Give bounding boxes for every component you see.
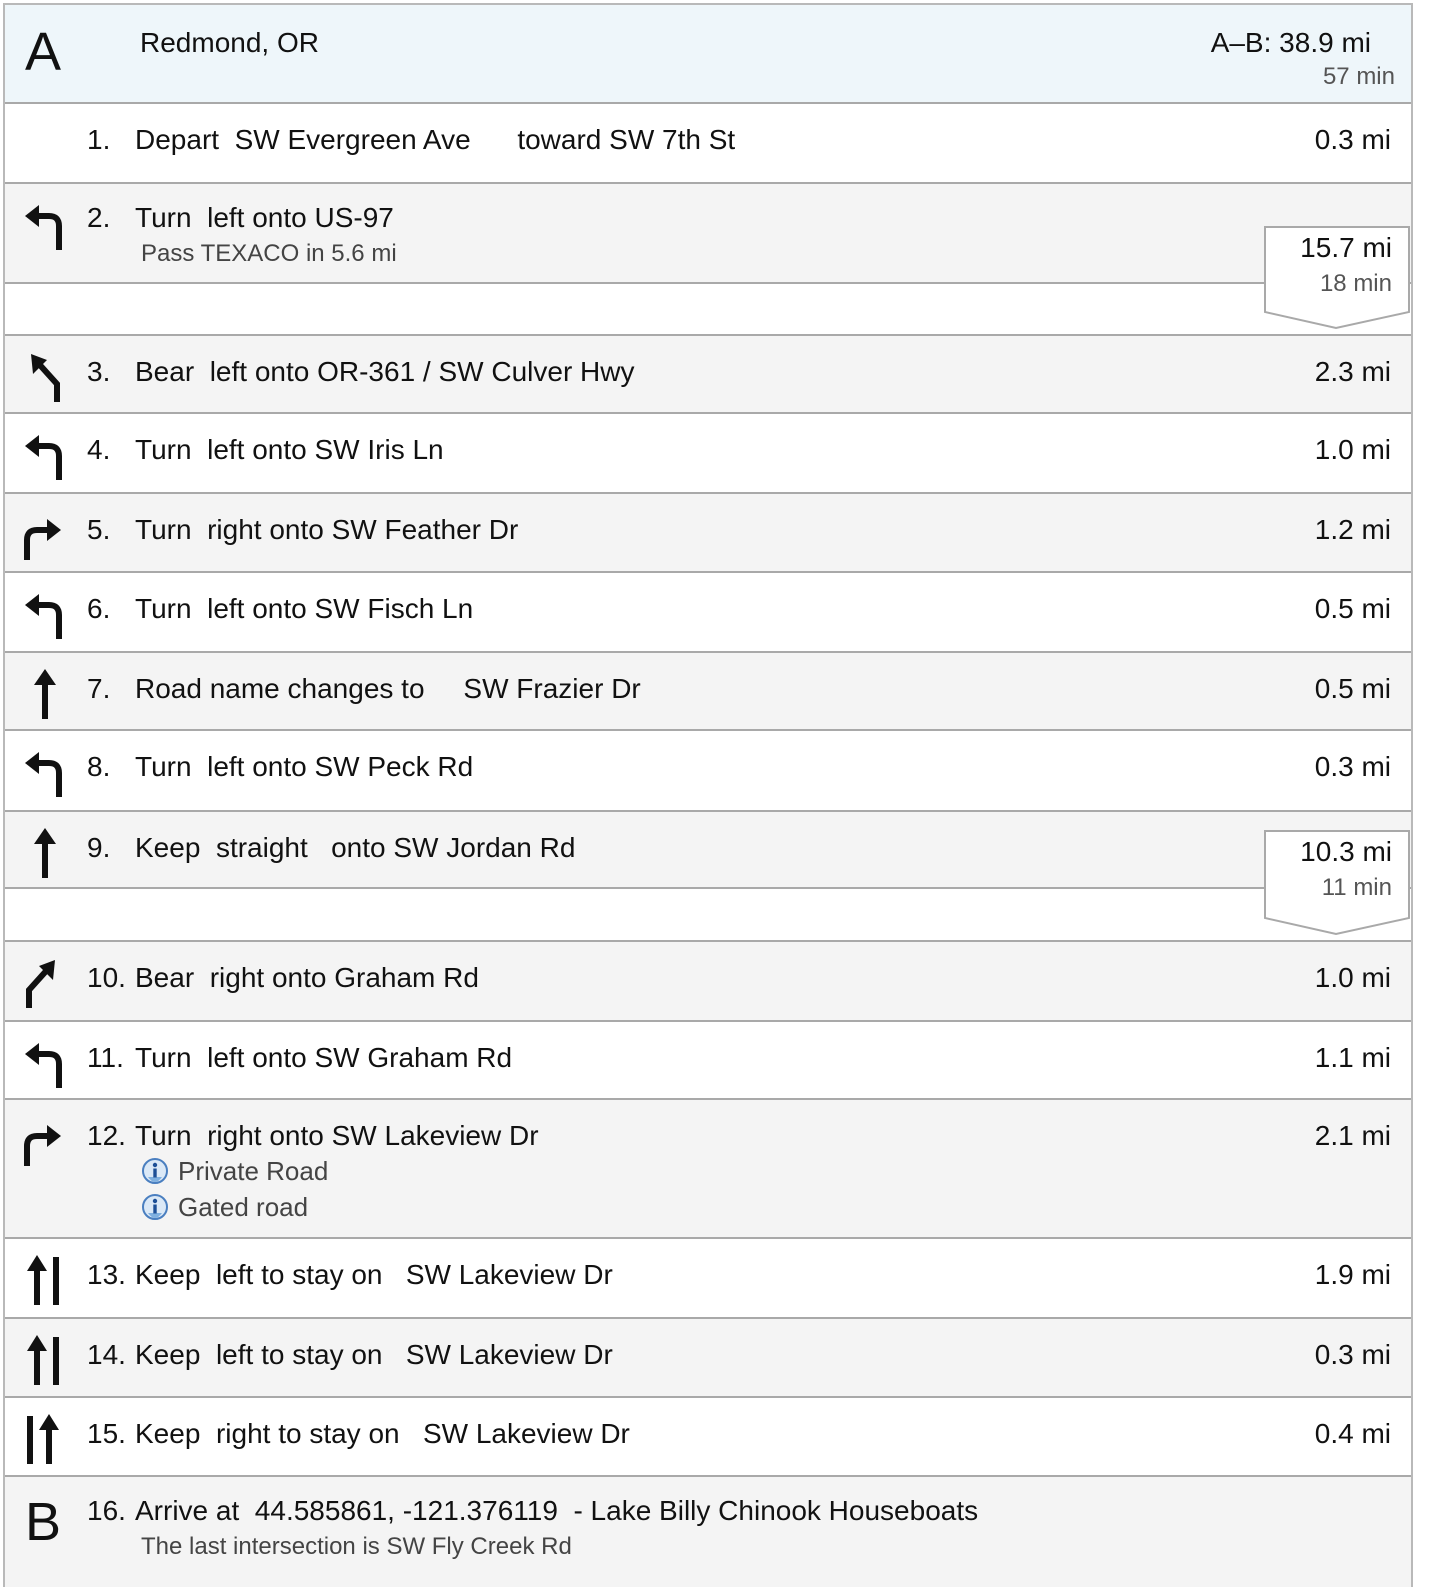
turn-left-icon <box>21 587 65 639</box>
step-number: 16. <box>87 1495 126 1526</box>
road-note <box>140 1156 328 1187</box>
step-text: Depart SW Evergreen Ave toward SW 7th St <box>135 124 736 155</box>
step-row[interactable] <box>5 1319 1411 1398</box>
step-row[interactable] <box>5 1398 1411 1477</box>
step-number: 9. <box>87 832 111 863</box>
step-subtext: Pass TEXACO in 5.6 mi <box>141 240 397 267</box>
step-text: Turn right onto SW Feather Dr <box>135 514 519 545</box>
bear-left-icon <box>21 350 65 402</box>
start-place: Redmond, OR <box>140 27 319 58</box>
segment-spacer <box>5 889 1411 942</box>
end-marker: B <box>25 1492 62 1552</box>
step-subtext: The last intersection is SW Fly Creek Rd <box>141 1533 572 1560</box>
road-note-text: Gated road <box>178 1192 309 1222</box>
step-number: 8. <box>87 751 111 782</box>
step-number: 6. <box>87 593 111 624</box>
step-distance: 0.3 mi <box>1314 751 1391 782</box>
segment-distance: 15.7 mi <box>1300 232 1392 263</box>
step-distance: 1.2 mi <box>1314 514 1391 545</box>
step-text: Turn left onto SW Iris Ln <box>135 434 444 465</box>
step-row[interactable] <box>5 731 1411 812</box>
step-text: Keep left to stay on SW Lakeview Dr <box>135 1339 613 1370</box>
keep-right-icon <box>21 1412 65 1464</box>
step-row[interactable] <box>5 942 1411 1022</box>
step-number: 4. <box>87 434 111 465</box>
step-row[interactable] <box>5 1022 1411 1100</box>
total-time: 57 min <box>1322 63 1395 90</box>
segment-distance: 10.3 mi <box>1300 836 1392 867</box>
segment-time: 18 min <box>1319 270 1392 297</box>
info-icon <box>140 1157 170 1187</box>
step-number: 11. <box>87 1042 124 1073</box>
step-distance: 1.0 mi <box>1314 962 1391 993</box>
step-row[interactable] <box>5 104 1411 184</box>
step-row[interactable] <box>5 1100 1411 1239</box>
turn-left-icon <box>21 428 65 480</box>
step-text: Bear right onto Graham Rd <box>135 962 479 993</box>
step-number: 2. <box>87 202 111 233</box>
step-text: Turn left onto SW Peck Rd <box>135 751 474 782</box>
step-text: Turn left onto US-97 <box>135 202 394 233</box>
step-distance: 0.5 mi <box>1314 593 1391 624</box>
step-distance: 1.1 mi <box>1314 1042 1391 1073</box>
step-distance: 1.9 mi <box>1314 1259 1391 1290</box>
step-distance: 0.5 mi <box>1314 673 1391 704</box>
step-number: 12. <box>87 1120 126 1151</box>
road-note-text: Private Road <box>178 1156 329 1186</box>
step-text: Turn left onto SW Fisch Ln <box>135 593 474 624</box>
straight-icon <box>21 667 65 719</box>
bear-right-icon <box>21 956 65 1008</box>
start-header <box>5 5 1411 104</box>
step-number: 5. <box>87 514 111 545</box>
info-icon <box>140 1193 170 1223</box>
turn-right-icon <box>21 508 65 560</box>
keep-left-icon <box>21 1253 65 1305</box>
step-text: Keep left to stay on SW Lakeview Dr <box>135 1259 613 1290</box>
total-distance: A–B: 38.9 mi <box>1210 27 1371 58</box>
step-number: 15. <box>87 1418 126 1449</box>
straight-icon <box>21 826 65 878</box>
step-row[interactable] <box>5 573 1411 653</box>
step-text: Road name changes to SW Frazier Dr <box>135 673 641 704</box>
step-number: 13. <box>87 1259 126 1290</box>
step-row[interactable] <box>5 184 1411 284</box>
step-distance: 2.3 mi <box>1314 356 1391 387</box>
step-distance: 0.4 mi <box>1314 1418 1391 1449</box>
turn-left-icon <box>21 1036 65 1088</box>
step-row[interactable] <box>5 336 1411 414</box>
step-row[interactable] <box>5 812 1411 889</box>
step-number: 1. <box>87 124 111 155</box>
step-number: 14. <box>87 1339 126 1370</box>
keep-left-icon <box>21 1333 65 1385</box>
end-row[interactable] <box>5 1477 1411 1587</box>
segment-time: 11 min <box>1321 874 1392 901</box>
step-number: 10. <box>87 962 126 993</box>
step-text: Arrive at 44.585861, -121.376119 - Lake Billy Chinook Houseboats <box>135 1495 979 1526</box>
step-text: Bear left onto OR-361 / SW Culver Hwy <box>135 356 635 387</box>
step-text: Keep straight onto SW Jordan Rd <box>135 832 576 863</box>
segment-spacer <box>5 284 1411 336</box>
step-number: 7. <box>87 673 111 704</box>
road-note <box>140 1192 308 1223</box>
step-distance: 1.0 mi <box>1314 434 1391 465</box>
step-row[interactable] <box>5 653 1411 731</box>
turn-left-icon <box>21 745 65 797</box>
step-distance: 0.3 mi <box>1314 1339 1391 1370</box>
step-distance: 0.3 mi <box>1314 124 1391 155</box>
start-marker: A <box>25 22 62 82</box>
step-text: Keep right to stay on SW Lakeview Dr <box>135 1418 630 1449</box>
segment-callout <box>1264 830 1410 934</box>
turn-left-icon <box>21 198 65 250</box>
step-text: Turn right onto SW Lakeview Dr <box>135 1120 539 1151</box>
step-distance: 2.1 mi <box>1314 1120 1391 1151</box>
step-text: Turn left onto SW Graham Rd <box>135 1042 513 1073</box>
segment-callout <box>1264 226 1410 330</box>
step-row[interactable] <box>5 414 1411 494</box>
step-number: 3. <box>87 356 111 387</box>
step-row[interactable] <box>5 494 1411 573</box>
turn-right-icon <box>21 1114 65 1166</box>
step-row[interactable] <box>5 1239 1411 1319</box>
